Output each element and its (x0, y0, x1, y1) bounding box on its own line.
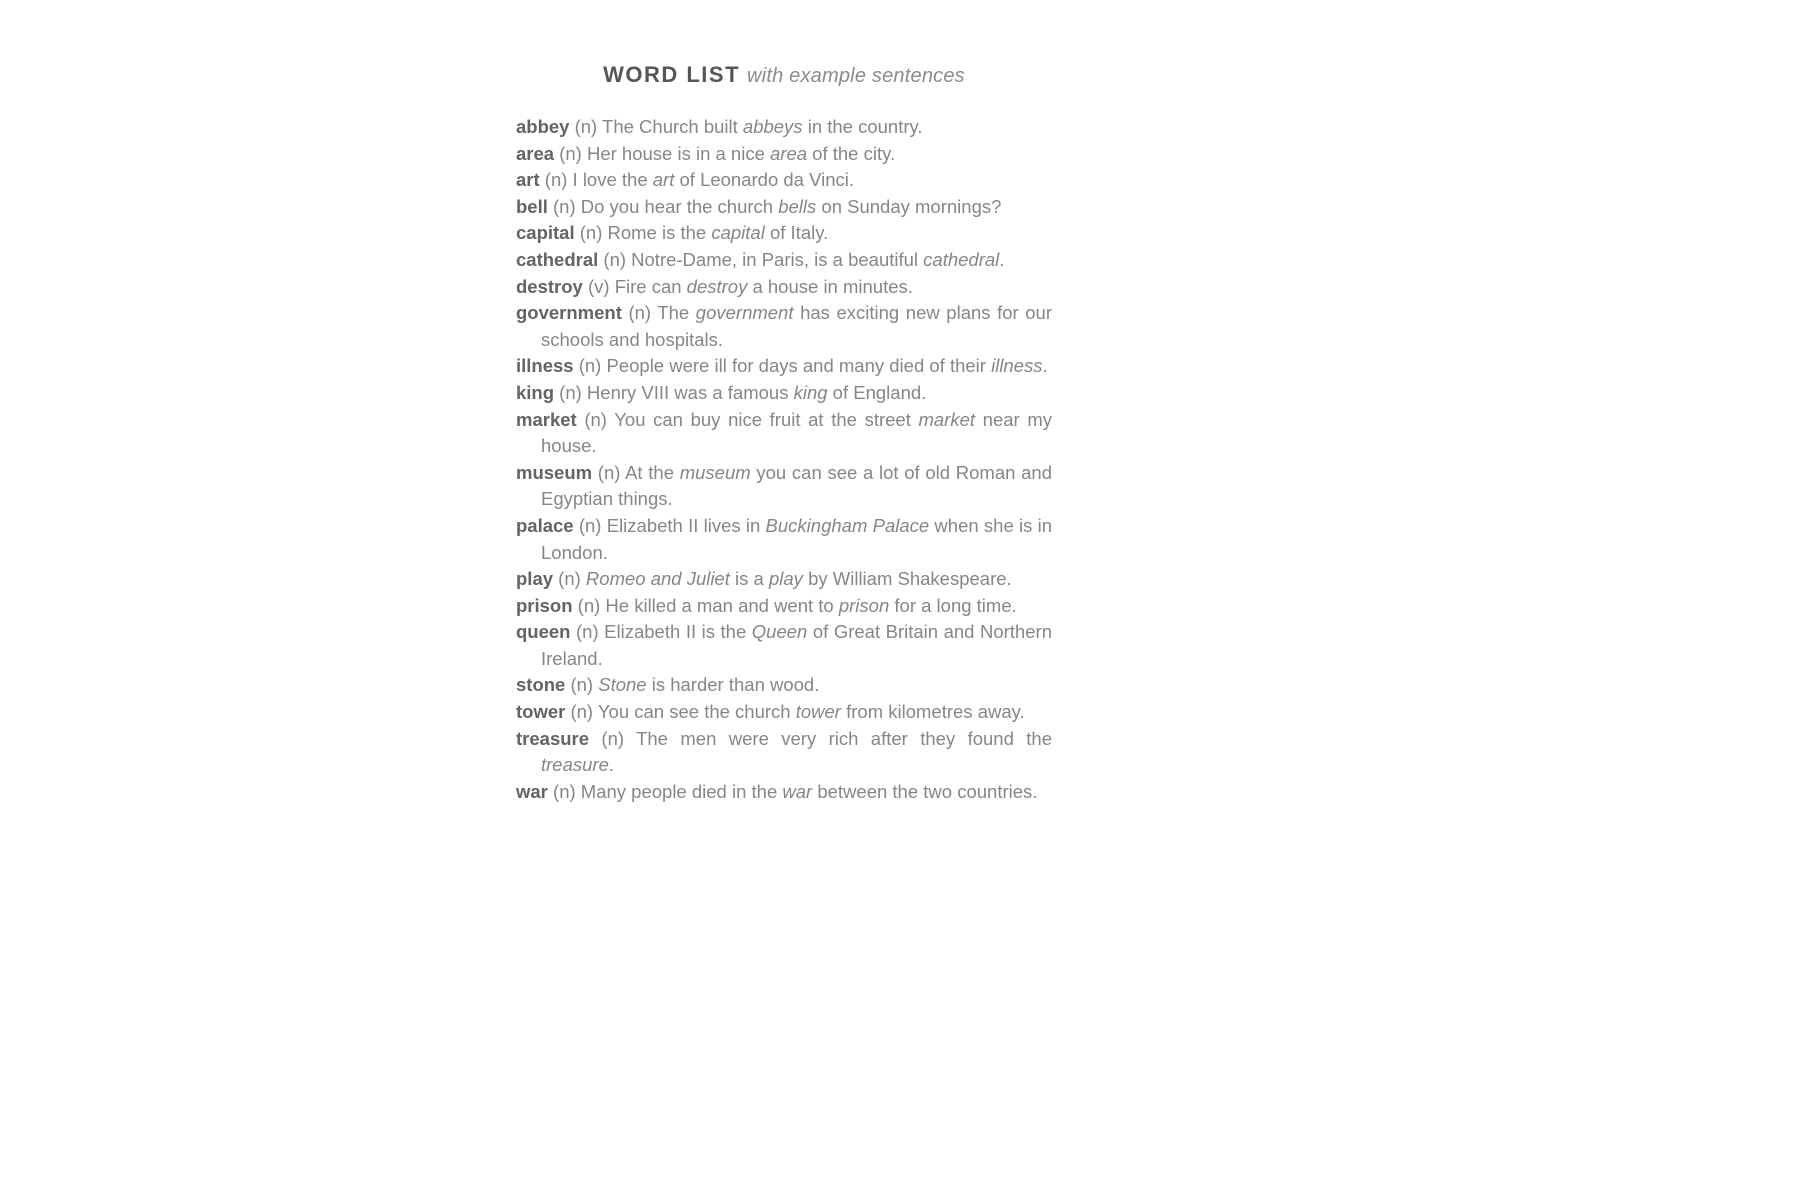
word-entry-play (516, 566, 1052, 593)
sentence-text: He killed a man and went to (605, 594, 839, 616)
sentence-text: You can see the church (597, 701, 796, 723)
page-title (516, 62, 1052, 88)
part-of-speech: (n) (570, 621, 605, 643)
part-of-speech: (n) (554, 381, 587, 403)
sentence-text: from kilometres away. (840, 701, 1025, 723)
word-list (516, 114, 1052, 805)
example-word-italic: abbeys (742, 116, 803, 137)
word-entry-abbey (516, 114, 1052, 141)
sentence-text: Elizabeth II is the (604, 621, 752, 643)
part-of-speech: (n) (574, 222, 608, 244)
sentence-text: At the (625, 461, 680, 483)
headword: illness (516, 355, 574, 377)
headword: destroy (516, 275, 583, 297)
example-word-italic: Romeo and Juliet (585, 568, 730, 590)
headword: king (516, 381, 555, 403)
example-word-italic: destroy (686, 275, 748, 297)
headword: stone (516, 674, 566, 696)
part-of-speech: (n) (547, 780, 581, 802)
word-entry-war (516, 779, 1052, 806)
word-entry-king (516, 380, 1052, 407)
sentence-text: Notre-Dame, in Paris, is a beautiful (631, 248, 924, 270)
sentence-text: of the city. (807, 142, 896, 164)
sentence-text: Elizabeth II lives in (606, 514, 766, 536)
part-of-speech: (n) (573, 514, 607, 536)
subtitle-text: with example sentences (747, 65, 965, 87)
sentence-text: of Leonardo da Vinci. (674, 169, 855, 191)
part-of-speech: (v) (582, 275, 615, 297)
sentence-text: in the country. (802, 116, 923, 137)
part-of-speech: (n) (553, 568, 586, 590)
example-word-italic: war (782, 780, 813, 802)
word-entry-stone (516, 672, 1052, 699)
word-entry-queen (516, 619, 1052, 672)
headword: museum (516, 461, 593, 483)
sentence-text: you can see a lot of old Roman and Egyptian things. (541, 461, 1052, 510)
word-entry-illness (516, 353, 1052, 380)
word-entry-treasure (516, 726, 1052, 779)
sentence-text: near my house. (541, 408, 1053, 457)
part-of-speech: (n) (572, 594, 606, 616)
headword: area (516, 142, 555, 164)
sentence-text: between the two countries. (812, 780, 1038, 802)
part-of-speech: (n) (539, 169, 573, 191)
sentence-text: . (608, 754, 615, 776)
example-word-italic: Queen (751, 621, 808, 643)
sentence-text: You can buy nice fruit at the street (614, 408, 919, 430)
sentence-text: The Church built (602, 116, 743, 137)
sentence-text: of Great Britain and Northern Ireland. (541, 621, 1052, 669)
example-word-italic: museum (679, 461, 751, 483)
sentence-text: Henry VIII was a famous (586, 381, 794, 403)
sentence-text: Rome is the (607, 222, 712, 244)
part-of-speech: (n) (573, 355, 607, 377)
word-entry-tower (516, 699, 1052, 726)
headword: tower (516, 701, 566, 723)
example-word-italic: king (793, 381, 828, 403)
part-of-speech: (n) (565, 701, 598, 723)
sentence-text: Many people died in the (580, 780, 783, 802)
sentence-text: Her house is in a nice (586, 142, 771, 164)
word-entry-government (516, 300, 1052, 353)
sentence-text: The (657, 302, 696, 324)
word-entry-cathedral (516, 247, 1052, 274)
sentence-text: on Sunday mornings? (816, 195, 1002, 217)
sentence-text: The men were very rich after they found the (636, 727, 1052, 749)
example-word-italic: art (652, 169, 675, 191)
sentence-text: is a (729, 568, 769, 590)
example-word-italic: government (695, 302, 794, 324)
part-of-speech: (n) (554, 142, 587, 164)
headword: queen (516, 621, 571, 643)
word-entry-area (516, 141, 1052, 168)
word-list-column (516, 62, 1052, 805)
word-entry-museum (516, 460, 1052, 513)
sentence-text: . (1042, 355, 1048, 377)
headword: play (516, 568, 554, 590)
headword: abbey (516, 116, 570, 137)
headword: cathedral (516, 248, 599, 270)
headword: bell (516, 195, 548, 217)
example-word-italic: play (768, 568, 803, 590)
word-entry-destroy (516, 274, 1052, 301)
headword: war (516, 780, 548, 802)
example-word-italic: Stone (598, 674, 647, 696)
example-word-italic: market (918, 408, 976, 430)
sentence-text: I love the (572, 169, 653, 191)
word-entry-bell (516, 194, 1052, 221)
part-of-speech: (n) (565, 674, 599, 696)
sentence-text: . (999, 248, 1005, 270)
example-word-italic: tower (795, 701, 841, 723)
part-of-speech: (n) (576, 408, 615, 430)
sentence-text: of Italy. (764, 222, 829, 244)
sentence-text: is harder than wood. (646, 674, 820, 696)
sentence-text: Fire can (614, 275, 687, 297)
example-word-italic: treasure (541, 754, 609, 776)
headword: palace (516, 514, 574, 536)
part-of-speech: (n) (621, 302, 658, 324)
title-text: WORD LIST (603, 62, 741, 87)
headword: government (516, 302, 622, 324)
headword: treasure (516, 727, 590, 749)
example-word-italic: illness (991, 355, 1043, 377)
sentence-text: of England. (827, 381, 927, 403)
example-word-italic: bells (778, 195, 817, 217)
sentence-text: has exciting new plans for our schools and hospitals. (541, 302, 1053, 350)
word-entry-market (516, 407, 1052, 460)
headword: art (516, 169, 540, 191)
example-word-italic: Buckingham Palace (765, 514, 930, 536)
example-word-italic: cathedral (923, 248, 1000, 270)
example-word-italic: prison (838, 594, 890, 616)
part-of-speech: (n) (589, 727, 637, 749)
example-word-italic: area (770, 142, 808, 164)
word-entry-capital (516, 220, 1052, 247)
headword: prison (516, 594, 573, 616)
sentence-text: a house in minutes. (747, 275, 913, 297)
example-word-italic: capital (711, 222, 765, 244)
word-entry-prison (516, 593, 1052, 620)
part-of-speech: (n) (592, 461, 626, 483)
part-of-speech: (n) (598, 248, 632, 270)
headword: capital (516, 222, 575, 244)
sentence-text: Do you hear the church (580, 195, 779, 217)
word-entry-palace (516, 513, 1052, 566)
sentence-text: when she is in London. (541, 514, 1052, 563)
part-of-speech: (n) (547, 195, 581, 217)
word-entry-art (516, 167, 1052, 194)
sentence-text: for a long time. (889, 594, 1017, 616)
sentence-text: by William Shakespeare. (802, 568, 1012, 590)
part-of-speech: (n) (569, 116, 603, 137)
headword: market (516, 408, 577, 430)
sentence-text: People were ill for days and many died of their (606, 355, 992, 377)
